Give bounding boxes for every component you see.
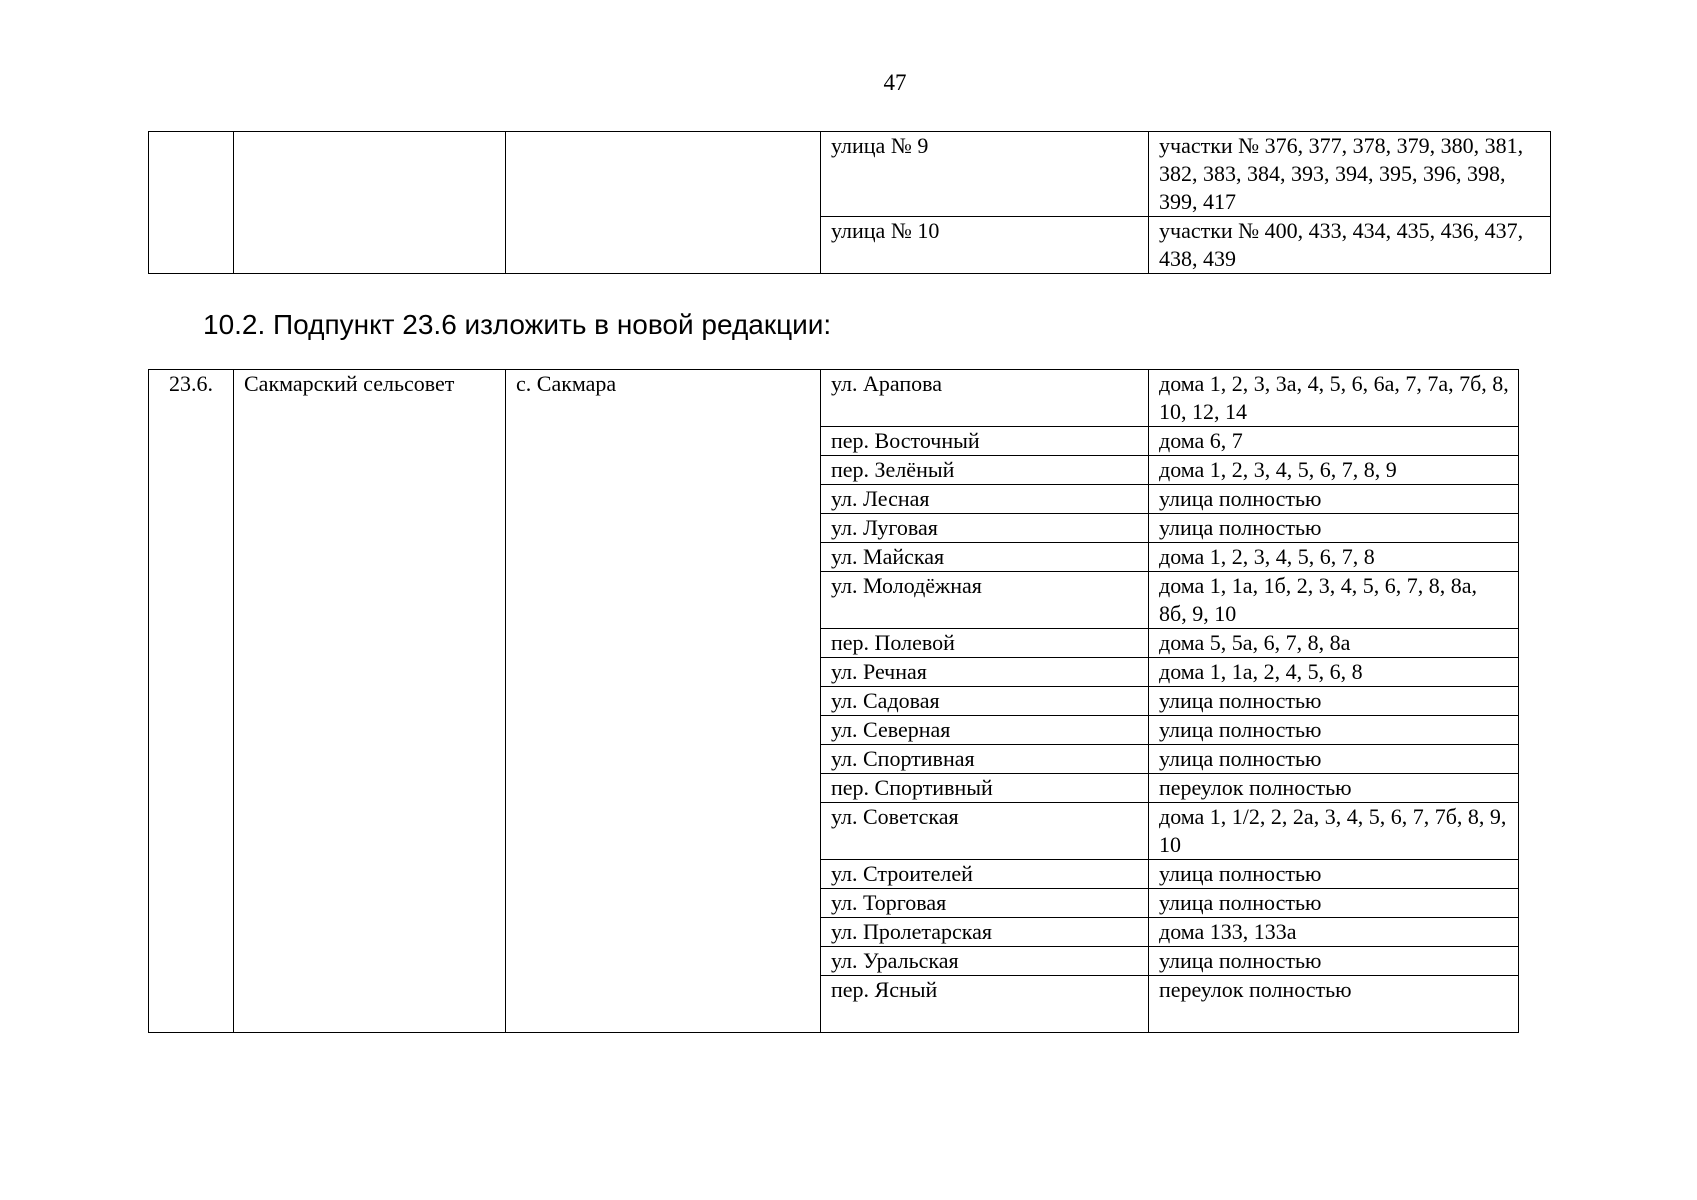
houses-cell: дома 1, 1/2, 2, 2а, 3, 4, 5, 6, 7, 7б, 8, 9, 10 bbox=[1149, 803, 1519, 860]
street-cell: ул. Садовая bbox=[821, 687, 1149, 716]
houses-cell: улица полностью bbox=[1149, 514, 1519, 543]
number-cell bbox=[149, 132, 234, 274]
houses-cell: улица полностью bbox=[1149, 687, 1519, 716]
houses-cell: участки № 400, 433, 434, 435, 436, 437, 438, 439 bbox=[1149, 217, 1551, 274]
table-row bbox=[149, 132, 1551, 217]
houses-cell: дома 1, 1а, 1б, 2, 3, 4, 5, 6, 7, 8, 8а, 8б, 9, 10 bbox=[1149, 572, 1519, 629]
houses-cell: улица полностью bbox=[1149, 947, 1519, 976]
street-cell: пер. Зелёный bbox=[821, 456, 1149, 485]
street-cell: ул. Речная bbox=[821, 658, 1149, 687]
houses-cell: дома 133, 133а bbox=[1149, 918, 1519, 947]
settlement-cell bbox=[506, 132, 821, 274]
houses-cell: дома 1, 2, 3, 4, 5, 6, 7, 8 bbox=[1149, 543, 1519, 572]
houses-cell: участки № 376, 377, 378, 379, 380, 381, 382, 383, 384, 393, 394, 395, 396, 398, 399, 417 bbox=[1149, 132, 1551, 217]
houses-cell: улица полностью bbox=[1149, 889, 1519, 918]
street-cell: ул. Арапова bbox=[821, 370, 1149, 427]
section-heading: 10.2. Подпункт 23.6 изложить в новой редакции: bbox=[203, 309, 832, 340]
continuation-table bbox=[148, 131, 1551, 274]
street-cell: ул. Майская bbox=[821, 543, 1149, 572]
houses-cell: улица полностью bbox=[1149, 860, 1519, 889]
street-cell: улица № 9 bbox=[821, 132, 1149, 217]
street-cell: улица № 10 bbox=[821, 217, 1149, 274]
table-row bbox=[149, 370, 1519, 427]
street-cell: ул. Строителей bbox=[821, 860, 1149, 889]
houses-cell: улица полностью bbox=[1149, 745, 1519, 774]
street-cell: ул. Уральская bbox=[821, 947, 1149, 976]
street-cell: пер. Спортивный bbox=[821, 774, 1149, 803]
settlement-cell: с. Сакмара bbox=[506, 370, 821, 1033]
street-cell: ул. Спортивная bbox=[821, 745, 1149, 774]
houses-cell: переулок полностью bbox=[1149, 774, 1519, 803]
houses-cell: дома 6, 7 bbox=[1149, 427, 1519, 456]
street-cell: пер. Полевой bbox=[821, 629, 1149, 658]
street-cell: пер. Ясный bbox=[821, 976, 1149, 1033]
council-cell bbox=[234, 132, 506, 274]
number-cell: 23.6. bbox=[149, 370, 234, 1033]
street-cell: ул. Молодёжная bbox=[821, 572, 1149, 629]
houses-cell: дома 5, 5а, 6, 7, 8, 8а bbox=[1149, 629, 1519, 658]
council-cell: Сакмарский сельсовет bbox=[234, 370, 506, 1033]
street-cell: ул. Северная bbox=[821, 716, 1149, 745]
street-cell: ул. Советская bbox=[821, 803, 1149, 860]
page-number: 47 bbox=[883, 70, 907, 95]
street-cell: ул. Лесная bbox=[821, 485, 1149, 514]
houses-cell: дома 1, 2, 3, 3а, 4, 5, 6, 6а, 7, 7а, 7б, 8, 10, 12, 14 bbox=[1149, 370, 1519, 427]
houses-cell: улица полностью bbox=[1149, 485, 1519, 514]
street-cell: пер. Восточный bbox=[821, 427, 1149, 456]
street-cell: ул. Луговая bbox=[821, 514, 1149, 543]
houses-cell: дома 1, 1а, 2, 4, 5, 6, 8 bbox=[1149, 658, 1519, 687]
houses-cell: дома 1, 2, 3, 4, 5, 6, 7, 8, 9 bbox=[1149, 456, 1519, 485]
houses-cell: переулок полностью bbox=[1149, 976, 1519, 1033]
addresses-table bbox=[148, 369, 1519, 1033]
houses-cell: улица полностью bbox=[1149, 716, 1519, 745]
street-cell: ул. Торговая bbox=[821, 889, 1149, 918]
street-cell: ул. Пролетарская bbox=[821, 918, 1149, 947]
